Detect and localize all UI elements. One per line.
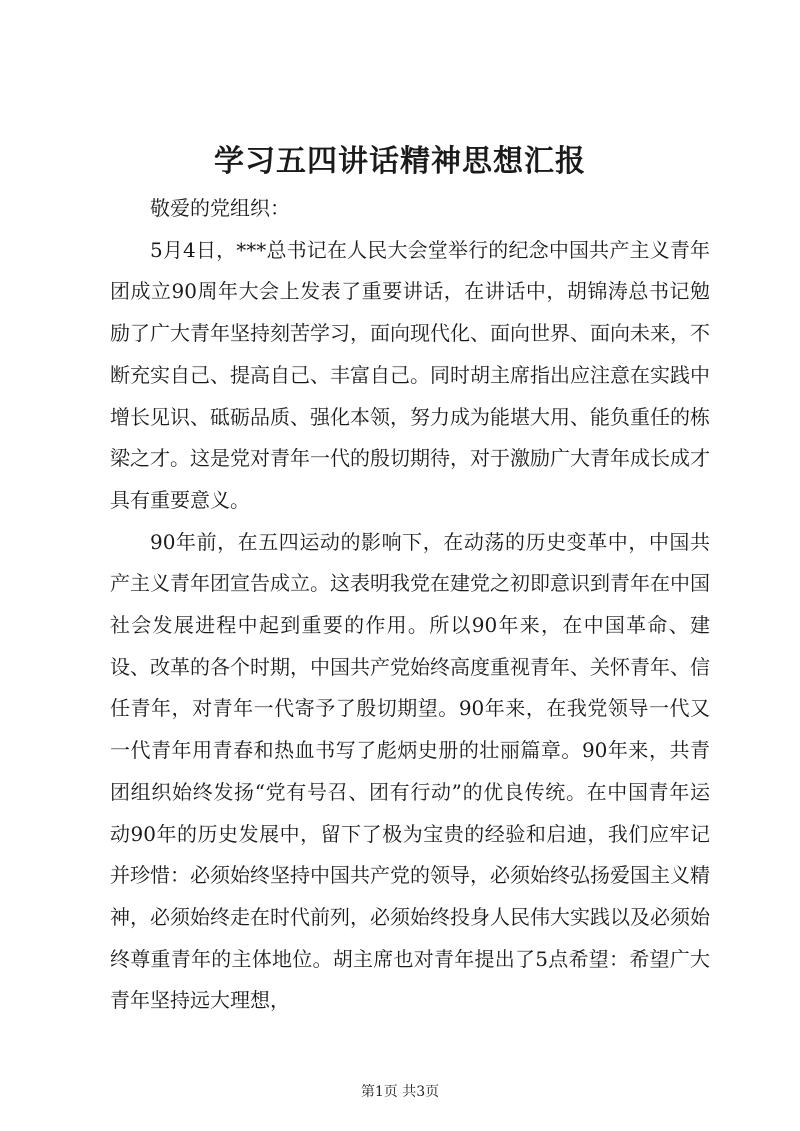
salutation: 敬爱的党组织：	[150, 196, 290, 220]
page-title: 学习五四讲话精神思想汇报	[214, 144, 586, 179]
page-footer: 第1页 共3页	[360, 1084, 440, 1100]
paragraph-1: 5月4日，***总书记在人民大会堂举行的纪念中国共产主义青年团成立90周年大会上发表了重要讲话，在讲话中，胡锦涛总书记勉励了广大青年坚持刻苦学习，面向现代化、面向世界、面向未来，不断充实自己、提高自己、丰富自己。同时胡主席指出应注意在实践中增长见识、砥砺品质、强化本领，努力成为能堪大用、能负重任的栋梁之才。这是党对青年一代的殷切期待，对于激励广大青年成长成才具有重要意义。	[110, 237, 710, 512]
paragraph-2: 90年前，在五四运动的影响下，在动荡的历史变革中，中国共产主义青年团宣告成立。这表明我党在建党之初即意识到青年在中国社会发展进程中起到重要的作用。所以90年来，在中国革命、建设、改革的各个时期，中国共产党始终高度重视青年、关怀青年、信任青年，对青年一代寄予了殷切期望。90年来，在我党领导一代又一代青年用青春和热血书写了彪炳史册的壮丽篇章。90年来，共青团组织始终发扬“党有号召、团有行动”的优良传统。在中国青年运动90年的历史发展中，留下了极为宝贵的经验和启迪，我们应牢记并珍惜：必须始终坚持中国共产党的领导，必须始终弘扬爱国主义精神，必须始终走在时代前列，必须始终投身人民伟大实践以及必须始终尊重青年的主体地位。胡主席也对青年提出了5点希望：希望广大青年坚持远大理想，	[110, 529, 710, 1013]
document-body	[110, 188, 710, 1022]
